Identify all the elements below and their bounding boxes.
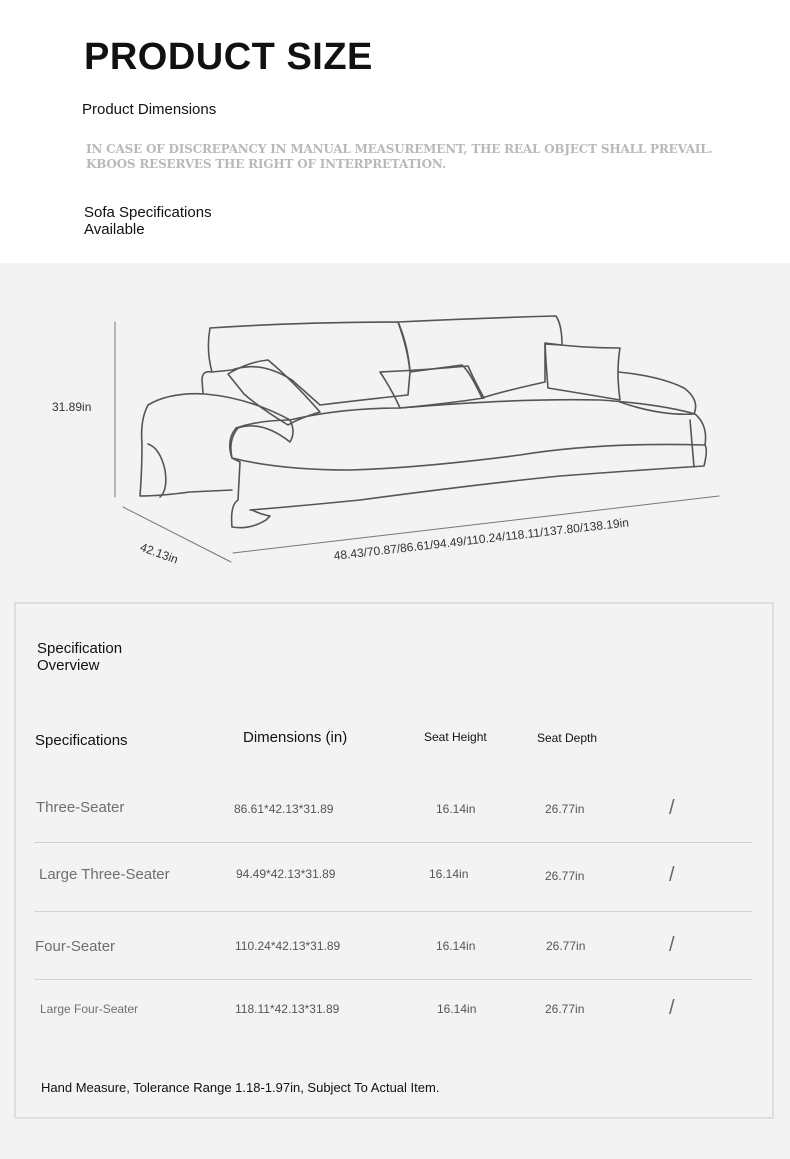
row-seat-depth: 26.77in	[546, 939, 586, 953]
row-extra: /	[669, 934, 675, 956]
row-name: Four-Seater	[35, 938, 116, 955]
sofa-back-right	[398, 316, 562, 398]
sofa-seat	[230, 400, 706, 470]
row-seat-height: 16.14in	[437, 1002, 477, 1016]
header-seat-depth: Seat Depth	[537, 731, 598, 745]
row-seat-depth: 26.77in	[545, 802, 585, 816]
header-seat-height: Seat Height	[424, 730, 487, 744]
row-extra: /	[669, 797, 675, 819]
row-dimensions: 94.49*42.13*31.89	[236, 867, 336, 881]
sofa-base	[250, 445, 706, 510]
row-divider	[34, 979, 752, 980]
disclaimer	[86, 142, 712, 172]
row-seat-height: 16.14in	[429, 867, 469, 881]
sofa-specifications-available: Sofa Specifications Available	[84, 204, 212, 238]
row-seat-depth: 26.77in	[545, 869, 585, 883]
sofa-back-left	[208, 322, 410, 405]
specification-overview-title: Specification Overview	[37, 640, 123, 674]
disclaimer-line-1: IN CASE OF DISCREPANCY IN MANUAL MEASUREMENT, THE REAL OBJECT SHALL PREVAIL.	[86, 142, 713, 156]
header-dimensions: Dimensions (in)	[243, 729, 348, 746]
product-dimensions-subtitle: Product Dimensions	[82, 101, 217, 118]
row-name: Large Four-Seater	[40, 1002, 139, 1016]
specification-table	[14, 602, 774, 1119]
sofa-base-right	[690, 420, 694, 467]
sofa-left-arm-front	[140, 405, 232, 496]
row-dimensions: 110.24*42.13*31.89	[235, 939, 341, 953]
disclaimer-line-2: KBOOS RESERVES THE RIGHT OF INTERPRETATION.	[86, 157, 446, 171]
row-seat-height: 16.14in	[436, 802, 476, 816]
row-seat-depth: 26.77in	[545, 1002, 585, 1016]
sofa-left-arm-leg	[148, 444, 166, 497]
width-label: 48.43/70.87/86.61/94.49/110.24/118.11/137.80/138.19in	[333, 515, 630, 563]
row-extra: /	[669, 864, 675, 886]
row-dimensions: 118.11*42.13*31.89	[235, 1002, 340, 1016]
sofa-right-arm	[618, 372, 696, 414]
row-divider	[34, 842, 752, 843]
row-dimensions: 86.61*42.13*31.89	[234, 802, 334, 816]
sofa-line-drawing	[0, 263, 790, 583]
row-divider	[34, 911, 752, 912]
row-name: Three-Seater	[36, 799, 125, 816]
pillow-right	[545, 343, 620, 400]
row-seat-height: 16.14in	[436, 939, 476, 953]
row-name: Large Three-Seater	[39, 866, 170, 883]
page-title: PRODUCT SIZE	[84, 36, 373, 78]
height-label: 31.89in	[52, 400, 92, 414]
sofa-back-arm-stub	[202, 372, 212, 393]
row-extra: /	[669, 997, 675, 1019]
tolerance-footnote: Hand Measure, Tolerance Range 1.18-1.97in, Subject To Actual Item.	[41, 1080, 440, 1095]
header-specifications: Specifications	[35, 732, 128, 749]
depth-label: 42.13in	[138, 540, 181, 567]
